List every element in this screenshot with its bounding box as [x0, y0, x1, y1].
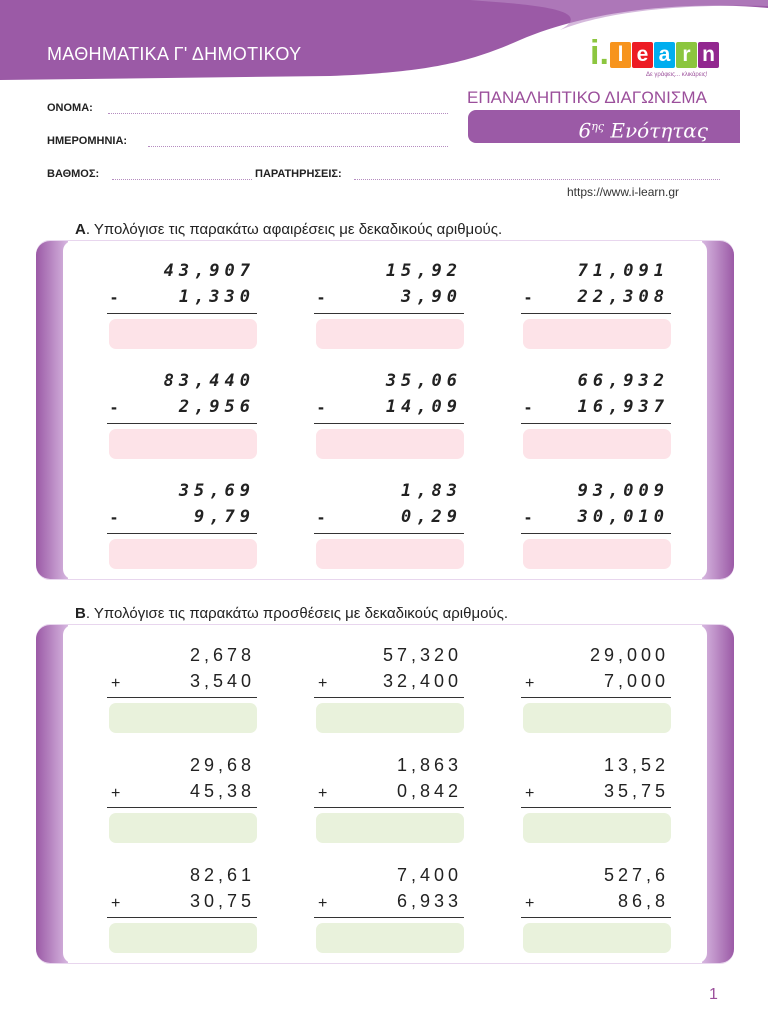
problem [314, 371, 464, 469]
section-b-instruction [75, 605, 508, 622]
minuend: 29,68 [189, 755, 255, 775]
operator-sign: + [318, 785, 328, 802]
exam-title: ΕΠΑΝΑΛΗΠΤΙΚΟ ΔΙΑΓΩΝΙΣΜΑ [467, 88, 707, 107]
unit-number: 6 [578, 118, 592, 143]
subtrahend: 14,09 [385, 397, 462, 417]
operator-sign: - [525, 287, 531, 307]
operator-sign: + [111, 785, 121, 802]
sum-line [521, 313, 671, 314]
subtrahend: 32,400 [382, 671, 462, 691]
operator-sign: - [111, 507, 117, 527]
operator-sign: - [525, 397, 531, 417]
minuend: 29,000 [589, 645, 669, 665]
logo-tagline: Δε γράφεις... κλικάρεις! [646, 72, 708, 78]
section-a-text: . Υπολόγισε τις παρακάτω αφαιρέσεις με δεκαδικούς αριθμούς. [85, 221, 503, 238]
problem [521, 481, 671, 579]
grade-label: ΒΑΘΜΟΣ: [47, 168, 100, 180]
sum-line [521, 807, 671, 808]
unit-banner [468, 110, 740, 143]
subtrahend: 45,38 [189, 781, 255, 801]
ilearn-logo [590, 34, 720, 82]
subtrahend: 35,75 [603, 781, 669, 801]
section-a-instruction [75, 221, 502, 238]
minuend: 1,863 [396, 755, 462, 775]
answer-box[interactable] [523, 429, 671, 459]
sum-line [314, 697, 464, 698]
page-number: 1 [709, 986, 718, 1003]
minuend: 1,83 [401, 481, 462, 501]
minuend: 35,69 [178, 481, 255, 501]
subtrahend: 86,8 [617, 891, 669, 911]
minuend: 66,932 [577, 371, 669, 391]
subtrahend: 22,308 [577, 287, 669, 307]
problem [314, 645, 464, 743]
sum-line [107, 917, 257, 918]
minuend: 15,92 [385, 261, 462, 281]
problem [107, 645, 257, 743]
problem [521, 755, 671, 853]
notes-label: ΠΑΡΑΤΗΡΗΣΕΙΣ: [255, 168, 342, 180]
subtrahend: 16,937 [577, 397, 669, 417]
operator-sign: + [318, 675, 328, 692]
minuend: 83,440 [163, 371, 255, 391]
section-b-letter: Β [75, 605, 86, 622]
operator-sign: - [318, 287, 324, 307]
operator-sign: + [111, 895, 121, 912]
operator-sign: + [525, 895, 535, 912]
logo-letters [610, 42, 719, 68]
sum-line [107, 807, 257, 808]
sum-line [107, 423, 257, 424]
sum-line [521, 533, 671, 534]
website-url: https://www.i-learn.gr [567, 185, 680, 199]
date-field[interactable] [148, 145, 448, 147]
section-b-text: . Υπολόγισε τις παρακάτω προσθέσεις με δεκαδικούς αριθμούς. [85, 605, 509, 622]
subtrahend: 0,29 [401, 507, 462, 527]
subtrahend: 0,842 [396, 781, 462, 801]
answer-box[interactable] [316, 813, 464, 843]
sum-line [107, 313, 257, 314]
problem [521, 261, 671, 359]
problem [107, 261, 257, 359]
answer-box[interactable] [109, 923, 257, 953]
sum-line [521, 697, 671, 698]
answer-box[interactable] [316, 703, 464, 733]
logo-letter: r [676, 42, 697, 68]
operator-sign: + [525, 785, 535, 802]
section-a-letter: Α [75, 221, 86, 238]
answer-box[interactable] [109, 539, 257, 569]
answer-box[interactable] [316, 319, 464, 349]
minuend: 13,52 [603, 755, 669, 775]
answer-box[interactable] [109, 429, 257, 459]
name-field[interactable] [108, 112, 448, 114]
subtrahend: 3,540 [189, 671, 255, 691]
sum-line [314, 313, 464, 314]
answer-box[interactable] [316, 923, 464, 953]
answer-box[interactable] [109, 813, 257, 843]
subtrahend: 30,75 [189, 891, 255, 911]
minuend: 7,400 [396, 865, 462, 885]
problem [107, 865, 257, 963]
operator-sign: - [111, 287, 117, 307]
answer-box[interactable] [523, 813, 671, 843]
problem [314, 755, 464, 853]
sum-line [521, 917, 671, 918]
problem [521, 371, 671, 469]
grade-field[interactable] [112, 178, 252, 180]
minuend: 43,907 [163, 261, 255, 281]
subtrahend: 30,010 [577, 507, 669, 527]
operator-sign: + [318, 895, 328, 912]
minuend: 71,091 [577, 261, 669, 281]
subtrahend: 2,956 [178, 397, 255, 417]
name-label: ΟΝΟΜΑ: [47, 102, 93, 114]
problem [521, 865, 671, 963]
answer-box[interactable] [523, 703, 671, 733]
subtrahend: 7,000 [603, 671, 669, 691]
answer-box[interactable] [316, 429, 464, 459]
answer-box[interactable] [109, 319, 257, 349]
minuend: 527,6 [603, 865, 669, 885]
logo-letter: n [698, 42, 719, 68]
answer-box[interactable] [523, 319, 671, 349]
problem [107, 755, 257, 853]
sum-line [314, 807, 464, 808]
unit-word: Ενότητας [610, 118, 708, 143]
subtrahend: 9,79 [194, 507, 255, 527]
sum-line [314, 917, 464, 918]
answer-box[interactable] [523, 539, 671, 569]
minuend: 82,61 [189, 865, 255, 885]
sum-line [314, 423, 464, 424]
sum-line [314, 533, 464, 534]
operator-sign: - [525, 507, 531, 527]
problem [107, 481, 257, 579]
sum-line [107, 533, 257, 534]
answer-box[interactable] [316, 539, 464, 569]
subtrahend: 3,90 [401, 287, 462, 307]
problem [314, 261, 464, 359]
minuend: 35,06 [385, 371, 462, 391]
sum-line [521, 423, 671, 424]
logo-i: i. [590, 34, 609, 72]
operator-sign: - [318, 397, 324, 417]
logo-letter: a [654, 42, 675, 68]
sum-line [107, 697, 257, 698]
minuend: 2,678 [189, 645, 255, 665]
answer-box[interactable] [109, 703, 257, 733]
operator-sign: - [318, 507, 324, 527]
problem [107, 371, 257, 469]
date-label: ΗΜΕΡΟΜΗΝΙΑ: [47, 135, 128, 147]
logo-letter: l [610, 42, 631, 68]
problem [521, 645, 671, 743]
problem [314, 865, 464, 963]
notes-field[interactable] [354, 178, 720, 180]
problem [314, 481, 464, 579]
logo-letter: e [632, 42, 653, 68]
subject-title: ΜΑΘΗΜΑΤΙΚΑ Γ' ΔΗΜΟΤΙΚΟΥ [47, 44, 302, 64]
minuend: 57,320 [382, 645, 462, 665]
operator-sign: - [111, 397, 117, 417]
operator-sign: + [525, 675, 535, 692]
subtrahend: 6,933 [396, 891, 462, 911]
minuend: 93,009 [577, 481, 669, 501]
subtrahend: 1,330 [178, 287, 255, 307]
answer-box[interactable] [523, 923, 671, 953]
operator-sign: + [111, 675, 121, 692]
unit-superscript: ης [591, 120, 605, 133]
